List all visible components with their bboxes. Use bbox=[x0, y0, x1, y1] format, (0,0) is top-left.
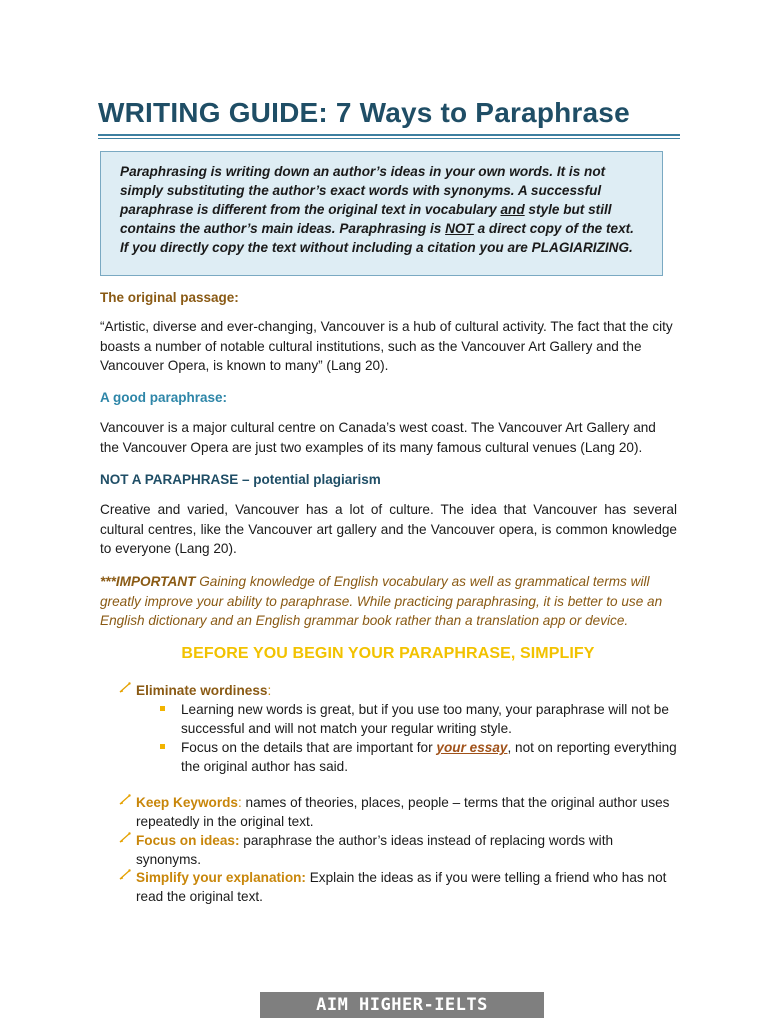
footer-band bbox=[260, 992, 544, 1021]
pen-nib-icon bbox=[118, 793, 132, 807]
good-heading: A good paraphrase: bbox=[100, 390, 228, 405]
tip-label: Keep Keywords bbox=[136, 795, 238, 810]
square-bullet-icon bbox=[160, 744, 165, 749]
intro-text-3: a direct copy of the text. If you directly copy the text without including a citation you are PLAGIARIZING. bbox=[120, 221, 634, 255]
bad-paraphrase: Creative and varied, Vancouver has a lot of culture. The idea that Vancouver has several cultural centres, like the Vancouver art gallery and the Vancouver opera, is common knowledge to everyone (Lang 20). bbox=[100, 502, 677, 556]
pen-nib-icon bbox=[118, 868, 132, 882]
original-passage: “Artistic, diverse and ever-changing, Vancouver is a hub of cultural activity. The fact that the city boasts a number of notable cultural institutions, such as the Vancouver Art Gallery and the Vancouver Opera, is known to many” (Lang 20). bbox=[100, 319, 673, 373]
tip-label: Simplify your explanation: bbox=[136, 870, 306, 885]
bad-heading: NOT A PARAPHRASE – potential plagiarism bbox=[100, 472, 381, 487]
tip-text: names of theories, places, people – terms that the original author uses repeatedly in the original text. bbox=[136, 795, 670, 829]
tip-label: Focus on ideas: bbox=[136, 833, 240, 848]
good-paraphrase: Vancouver is a major cultural centre on Canada’s west coast. The Vancouver Art Gallery and the Vancouver Opera are just two examples of its many famous cultural venues (Lang 20). bbox=[100, 420, 656, 455]
important-label: ***IMPORTANT bbox=[100, 574, 196, 589]
intro-and: and bbox=[500, 202, 525, 217]
tip-text: paraphrase the author’s ideas instead of replacing words with synonyms. bbox=[136, 833, 614, 867]
tip-text: Explain the ideas as if you were telling a friend who has not read the original text. bbox=[136, 870, 667, 904]
your-essay-emphasis: your essay bbox=[436, 740, 508, 755]
tip-colon: : bbox=[267, 683, 272, 698]
intro-text-2: style but still contains the author’s main ideas. Paraphrasing is bbox=[120, 202, 612, 236]
title-underline bbox=[98, 134, 680, 139]
sub-tip-text: , not on reporting everything the original author has said. bbox=[181, 740, 677, 774]
square-bullet-icon bbox=[160, 706, 165, 711]
sub-tip-text: Learning new words is great, but if you use too many, your paraphrase will not be successful and will not match your regular writing style. bbox=[181, 702, 669, 736]
page-title: WRITING GUIDE: 7 Ways to Paraphrase bbox=[98, 97, 630, 128]
important-text: Gaining knowledge of English vocabulary as well as grammatical terms will greatly improve your ability to paraphrase. While practicing paraphrasing, it is better to use an English dictionary and an English grammar book rather than a translation app or device. bbox=[100, 574, 663, 628]
intro-text-1: Paraphrasing is writing down an author’s ideas in your own words. It is not simply substituting the author’s exact words with synonyms. A successful paraphrase is different from the original text in vocabulary bbox=[120, 164, 606, 217]
original-heading: The original passage: bbox=[100, 290, 239, 305]
pen-nib-icon bbox=[118, 681, 132, 695]
important-note bbox=[100, 572, 680, 631]
intro-not: NOT bbox=[445, 221, 474, 236]
section-title: BEFORE YOU BEGIN YOUR PARAPHRASE, SIMPLIFY bbox=[181, 645, 595, 662]
footer-text: AIM HIGHER-IELTS bbox=[316, 995, 488, 1015]
pen-nib-icon bbox=[118, 831, 132, 845]
tip-label: Eliminate wordiness bbox=[136, 683, 268, 698]
sub-tip-text: Focus on the details that are important for bbox=[181, 740, 437, 755]
tip-colon: : bbox=[238, 795, 242, 810]
intro-box bbox=[100, 151, 663, 276]
